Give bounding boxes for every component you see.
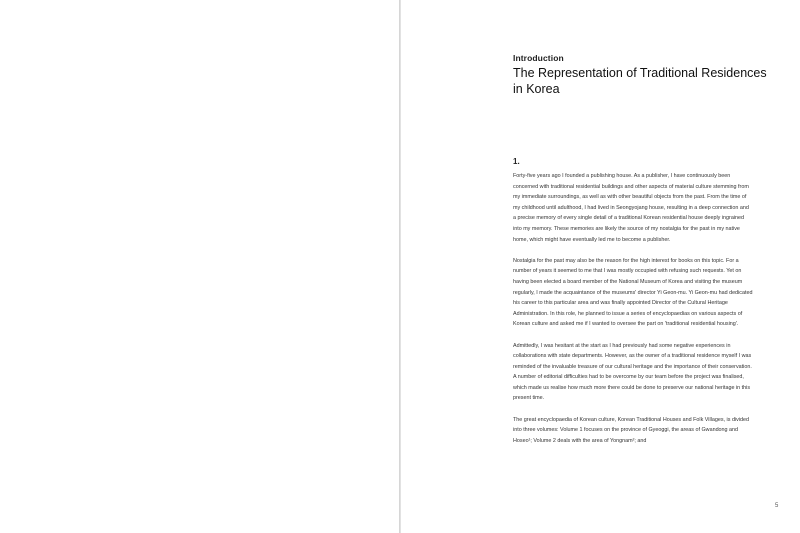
paragraph-1: Forty-five years ago I founded a publishing house. As a publisher, I have continuously been concerned with traditional residential buildings and other aspects of material culture stemming from my immediate surroundings, as well as with other beautiful objects from the past. From the time of my childhood until adulthood, I had lived in Seongyojang house, resulting in a deep connection and a precise memory of every single detail of a traditional Korean residential house deeply ingrained into my memory. These memories are likely the source of my nostalgia for the past in my native home, which might have eventually led me to become a publisher. xyxy=(513,173,749,243)
chapter-kicker: Introduction xyxy=(513,53,564,63)
left-page-blank xyxy=(0,0,399,533)
page-number: 5 xyxy=(775,503,779,509)
paragraph-3: Admittedly, I was hesitant at the start as I had previously had some negative experiences in collaborations with state departments. However, as the owner of a traditional residence myself I was reminded of the invaluable treasure of our cultural heritage and the importance of their conservation. A number of editorial difficulties had to be overcome by our team before the project was finalised, which made us realise how much more there could be done to preserve our national heritage in this present time. xyxy=(513,342,752,402)
section-number: 1. xyxy=(513,157,520,166)
paragraph-4: The great encyclopaedia of Korean culture, Korean Traditional Houses and Folk Villages, is divided into three volumes: Volume 1 focuses on the province of Gyeoggi, the areas of Gwandong and Hoseo¹; Volume 2 deals with the area of Yongnam²; and xyxy=(513,416,750,444)
body-text xyxy=(513,171,753,446)
paragraph-2: Nostalgia for the past may also be the reason for the high interest for books on this topic. For a number of years it seemed to me that I was mostly occupied with refusing such requests. Yet on having been elected a board member of the National Museum of Korea and visiting the museum regularly, I made the acquaintance of the museums' director Yi Geon-mu. Yi Geon-mu had dedicated his career to this particular area and was finally appointed Director of the Cultural Heritage Administration. In this role, he planned to issue a series of encyclopaedias on various aspects of Korean culture and asked me if I wanted to oversee the part on 'traditional residential housing'. xyxy=(513,257,753,328)
right-page xyxy=(401,0,800,533)
chapter-title: The Representation of Traditional Residences in Korea xyxy=(513,66,767,96)
